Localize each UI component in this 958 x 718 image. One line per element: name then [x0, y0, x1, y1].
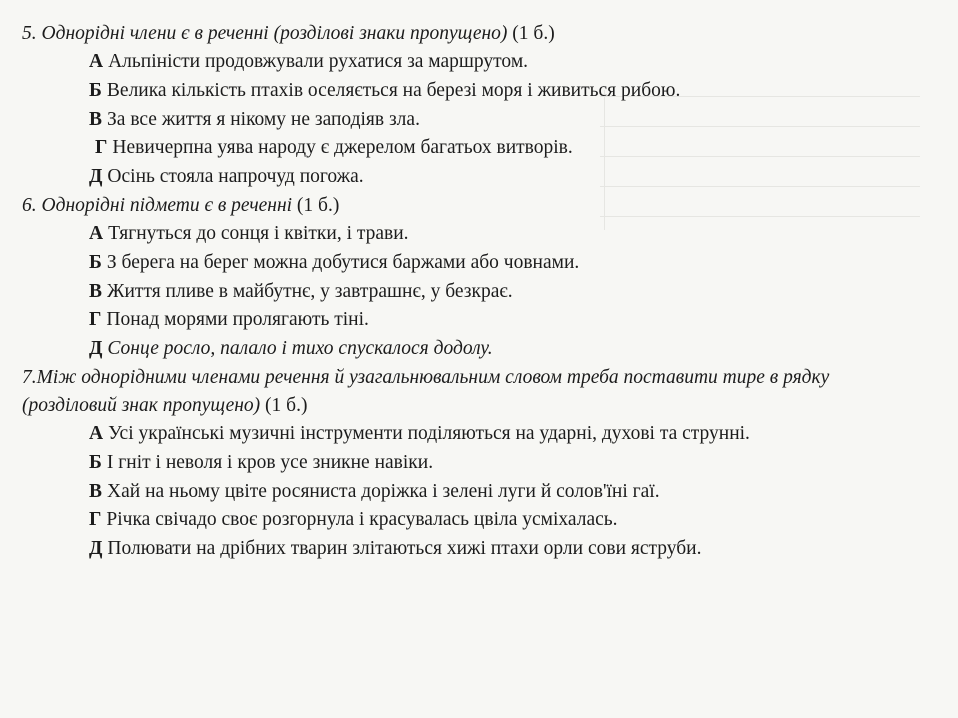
question-5-title [22, 20, 952, 48]
question-7-option-g [89, 506, 952, 535]
question-7-text: 7.Між однорідними членами речення й узагальнювальним словом треба поставити тире в рядку (розділовий знак пропущено) [22, 366, 830, 416]
option-text: Усі українські музичні інструменти поділяються на ударні, духові та струнні. [108, 422, 750, 444]
option-letter: В [89, 108, 103, 130]
option-text: Велика кількість птахів оселяється на березі моря і живиться рибою. [106, 79, 681, 101]
option-text: Понад морями пролягають тіні. [106, 309, 369, 331]
option-text: З берега на берег можна добутися баржами або човнами. [106, 251, 580, 273]
option-text: Тягнуться до сонця і квітки, і трави. [108, 222, 409, 244]
question-7-option-a [89, 420, 952, 449]
option-text: Хай на ньому цвіте росяниста доріжка і зелені луги й солов'їні гаї. [107, 480, 660, 502]
question-7-points: (1 б.) [265, 394, 308, 416]
question-6-option-a [89, 220, 952, 249]
option-letter: А [89, 51, 104, 72]
question-6-option-d [89, 335, 952, 364]
option-letter: Б [89, 251, 102, 273]
question-5-option-a [89, 48, 952, 77]
question-5-option-g [95, 134, 952, 163]
question-7-option-b [89, 449, 952, 478]
test-content [22, 20, 952, 564]
option-text: За все життя я нікому не заподіяв зла. [107, 108, 420, 130]
question-7-title [22, 364, 927, 420]
question-5-option-v [89, 106, 952, 135]
option-text: Життя пливе в майбутнє, у завтрашнє, у безкрає. [107, 280, 513, 302]
option-letter: Д [89, 538, 103, 560]
question-5-points: (1 б.) [512, 23, 555, 44]
question-7-option-v [89, 478, 952, 507]
option-text: Полювати на дрібних тварин злітаються хижі птахи орли сови яструби. [107, 538, 702, 560]
option-letter: Г [95, 137, 108, 159]
option-text: Осінь стояла напрочуд погожа. [107, 166, 364, 188]
option-letter: Б [89, 451, 102, 473]
option-letter: В [89, 480, 103, 502]
option-text: Невичерпна уява народу є джерелом багатьох витворів. [112, 137, 573, 159]
option-text: Сонце росло, палало і тихо спускалося додолу. [107, 338, 493, 360]
option-text: Річка свічадо своє розгорнула і красувалась цвіла усміхалась. [106, 509, 618, 531]
question-6-text: 6. Однорідні підмети є в реченні [22, 194, 293, 216]
option-letter: Г [89, 309, 102, 331]
option-letter: А [89, 422, 104, 444]
question-7-option-d [89, 535, 952, 564]
option-letter: А [89, 222, 104, 244]
option-text: Альпіністи продовжували рухатися за маршрутом. [108, 51, 529, 72]
question-5-option-b [89, 77, 952, 106]
option-letter: Д [89, 338, 103, 360]
question-6-option-g [89, 306, 952, 335]
question-6-option-v [89, 278, 952, 307]
question-5-option-d [89, 163, 952, 192]
option-letter: Д [89, 166, 103, 188]
option-letter: Б [89, 79, 102, 101]
question-6-points: (1 б.) [296, 194, 340, 216]
option-letter: Г [89, 509, 102, 531]
option-text: І гніт і неволя і кров усе зникне навіки. [106, 451, 434, 473]
question-5-text: 5. Однорідні члени є в реченні (розділові знаки пропущено) [22, 23, 508, 44]
question-6-title [22, 192, 952, 220]
option-letter: В [89, 280, 103, 302]
question-6-option-b [89, 249, 952, 278]
